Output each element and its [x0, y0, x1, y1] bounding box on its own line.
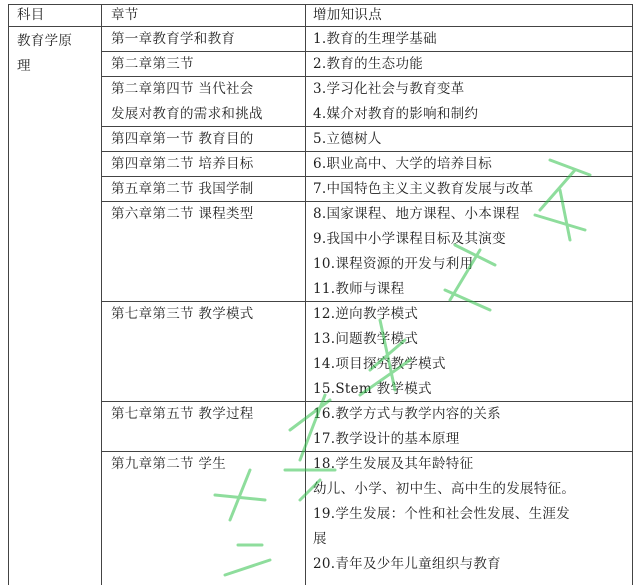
table-grid-line [101, 4, 102, 585]
table-grid-line [101, 451, 632, 452]
chapter-label: 第二章第四节 当代社会 [111, 81, 254, 97]
knowledge-point: 展 [313, 531, 327, 547]
chapter-label: 第二章第三节 [111, 56, 194, 72]
header-chapter: 章节 [111, 7, 139, 23]
chapter-label: 发展对教育的需求和挑战 [111, 106, 263, 122]
knowledge-point: 2.教育的生态功能 [313, 56, 424, 72]
chapter-label: 第六章第二节 课程类型 [111, 206, 254, 222]
knowledge-point: 幼儿、小学、初中生、高中生的发展特征。 [313, 481, 576, 497]
knowledge-point: 11.教师与课程 [313, 281, 405, 297]
knowledge-point: 6.职业高中、大学的培养目标 [313, 156, 493, 172]
knowledge-point: 15.Stem 教学模式 [313, 381, 432, 397]
knowledge-point: 10.课程资源的开发与利用 [313, 256, 474, 272]
table-grid-line [101, 51, 632, 52]
header-points: 增加知识点 [313, 7, 382, 23]
knowledge-point: 7.中国特色主义主义教育发展与改革 [313, 181, 534, 197]
knowledge-point: 20.青年及少年儿童组织与教育 [313, 556, 501, 572]
table-grid-line [101, 201, 632, 202]
knowledge-point: 5.立德树人 [313, 131, 382, 147]
chapter-label: 第四章第一节 教育目的 [111, 131, 254, 147]
chapter-label: 第一章教育学和教育 [111, 31, 236, 47]
subject-name-cont: 理 [17, 58, 31, 74]
table-grid-line [101, 151, 632, 152]
chapter-label: 第七章第三节 教学模式 [111, 306, 254, 322]
knowledge-point: 17.教学设计的基本原理 [313, 431, 460, 447]
knowledge-point: 1.教育的生理学基础 [313, 31, 437, 47]
knowledge-point: 19.学生发展：个性和社会性发展、生涯发 [313, 506, 570, 522]
table-grid-line [101, 126, 632, 127]
knowledge-point: 8.国家课程、地方课程、小本课程 [313, 206, 520, 222]
knowledge-point: 3.学习化社会与教育变革 [313, 81, 465, 97]
table-grid-line [101, 76, 632, 77]
header-subject: 科目 [17, 7, 45, 23]
knowledge-point: 9.我国中小学课程目标及其演变 [313, 231, 506, 247]
knowledge-point: 13.问题教学模式 [313, 331, 419, 347]
knowledge-point: 12.逆向教学模式 [313, 306, 419, 322]
subject-name: 教育学原 [17, 33, 73, 49]
chapter-label: 第九章第二节 学生 [111, 456, 226, 472]
knowledge-point: 16.教学方式与教学内容的关系 [313, 406, 501, 422]
table-grid-line [305, 4, 306, 585]
knowledge-point: 4.媒介对教育的影响和制约 [313, 106, 479, 122]
table-grid-line [632, 4, 633, 585]
table-grid-line [101, 176, 632, 177]
knowledge-point: 14.项目探究教学模式 [313, 356, 446, 372]
chapter-label: 第五章第二节 我国学制 [111, 181, 254, 197]
chapter-label: 第七章第五节 教学过程 [111, 406, 254, 422]
table-grid-line [101, 401, 632, 402]
knowledge-point: 18.学生发展及其年龄特征 [313, 456, 474, 472]
table-grid-line [101, 301, 632, 302]
chapter-label: 第四章第二节 培养目标 [111, 156, 254, 172]
table-grid-line [8, 4, 9, 585]
